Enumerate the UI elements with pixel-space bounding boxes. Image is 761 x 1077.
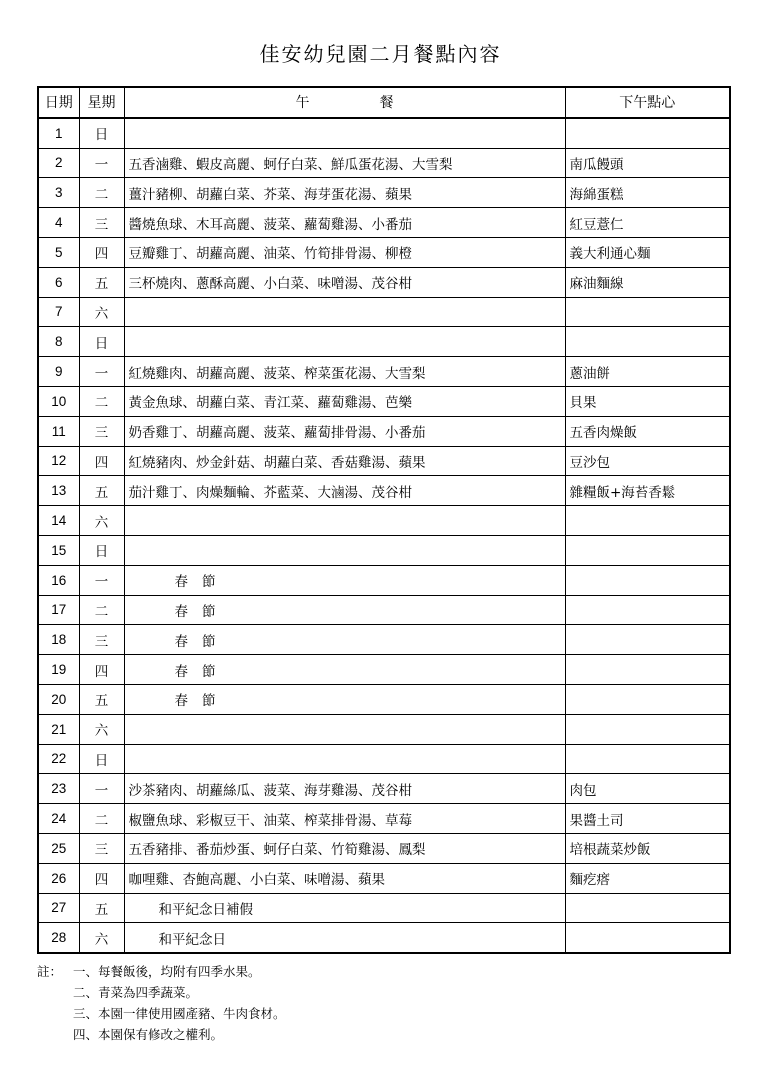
lunch-cell: 黃金魚球、胡蘿白菜、青江菜、蘿蔔雞湯、芭樂 [124, 386, 565, 416]
weekday-cell: 一 [79, 774, 124, 804]
weekday-cell: 日 [79, 327, 124, 357]
snack-cell [565, 923, 730, 953]
weekday-cell: 六 [79, 297, 124, 327]
weekday-cell: 日 [79, 118, 124, 148]
lunch-cell: 沙茶豬肉、胡蘿絲瓜、菠菜、海芽雞湯、茂谷柑 [124, 774, 565, 804]
date-cell: 22 [38, 744, 79, 774]
lunch-cell: 和平紀念日補假 [124, 893, 565, 923]
snack-cell [565, 684, 730, 714]
lunch-cell [124, 297, 565, 327]
weekday-cell: 三 [79, 625, 124, 655]
header-date: 日期 [38, 87, 79, 118]
date-cell: 24 [38, 804, 79, 834]
lunch-cell [124, 506, 565, 536]
snack-cell [565, 744, 730, 774]
lunch-cell: 和平紀念日 [124, 923, 565, 953]
date-cell: 7 [38, 297, 79, 327]
weekday-cell: 五 [79, 476, 124, 506]
date-cell: 15 [38, 535, 79, 565]
header-snack: 下午點心 [565, 87, 730, 118]
table-header-row [38, 87, 730, 118]
table-row [38, 506, 730, 536]
lunch-cell: 春節 [124, 565, 565, 595]
date-cell: 21 [38, 714, 79, 744]
note-item: 三、本園一律使用國產豬、牛肉食材。 [73, 1006, 286, 1021]
lunch-cell [124, 744, 565, 774]
weekday-cell: 六 [79, 923, 124, 953]
date-cell: 17 [38, 595, 79, 625]
weekday-cell: 三 [79, 208, 124, 238]
snack-cell [565, 655, 730, 685]
snack-cell: 豆沙包 [565, 446, 730, 476]
snack-cell [565, 625, 730, 655]
note-item: 一、每餐飯後，均附有四季水果。 [73, 964, 261, 979]
date-cell: 3 [38, 178, 79, 208]
notes [37, 961, 286, 1045]
lunch-cell: 紅燒豬肉、炒金針菇、胡蘿白菜、香菇雞湯、蘋果 [124, 446, 565, 476]
date-cell: 19 [38, 655, 79, 685]
lunch-cell: 醬燒魚球、木耳高麗、菠菜、蘿蔔雞湯、小番茄 [124, 208, 565, 238]
table-row [38, 774, 730, 804]
date-cell: 12 [38, 446, 79, 476]
snack-cell: 麵疙瘩 [565, 863, 730, 893]
snack-cell [565, 506, 730, 536]
snack-cell: 五香肉燥飯 [565, 416, 730, 446]
lunch-cell [124, 535, 565, 565]
date-cell: 13 [38, 476, 79, 506]
table-row [38, 327, 730, 357]
weekday-cell: 日 [79, 744, 124, 774]
table-row [38, 863, 730, 893]
lunch-cell [124, 327, 565, 357]
date-cell: 10 [38, 386, 79, 416]
snack-cell: 貝果 [565, 386, 730, 416]
snack-cell: 雜糧飯+海苔香鬆 [565, 476, 730, 506]
table-row [38, 684, 730, 714]
table-row [38, 625, 730, 655]
table-row [38, 118, 730, 148]
weekday-cell: 一 [79, 148, 124, 178]
snack-cell: 南瓜饅頭 [565, 148, 730, 178]
table-row [38, 237, 730, 267]
lunch-cell: 春節 [124, 684, 565, 714]
weekday-cell: 五 [79, 267, 124, 297]
snack-cell: 海綿蛋糕 [565, 178, 730, 208]
table-row [38, 357, 730, 387]
table-row [38, 744, 730, 774]
table-row [38, 893, 730, 923]
weekday-cell: 四 [79, 655, 124, 685]
table-row [38, 208, 730, 238]
snack-cell: 果醬土司 [565, 804, 730, 834]
notes-label: 註： [37, 964, 63, 979]
lunch-cell: 五香豬排、番茄炒蛋、蚵仔白菜、竹筍雞湯、鳳梨 [124, 833, 565, 863]
lunch-cell [124, 714, 565, 744]
snack-cell [565, 535, 730, 565]
table-row [38, 833, 730, 863]
header-weekday: 星期 [79, 87, 124, 118]
lunch-cell: 椒鹽魚球、彩椒豆干、油菜、榨菜排骨湯、草莓 [124, 804, 565, 834]
snack-cell [565, 327, 730, 357]
snack-cell: 蔥油餅 [565, 357, 730, 387]
date-cell: 11 [38, 416, 79, 446]
table-row [38, 714, 730, 744]
table-row [38, 535, 730, 565]
lunch-cell: 豆瓣雞丁、胡蘿高麗、油菜、竹筍排骨湯、柳橙 [124, 237, 565, 267]
snack-cell: 麻油麵線 [565, 267, 730, 297]
lunch-cell: 紅燒雞肉、胡蘿高麗、菠菜、榨菜蛋花湯、大雪梨 [124, 357, 565, 387]
date-cell: 26 [38, 863, 79, 893]
weekday-cell: 二 [79, 386, 124, 416]
date-cell: 6 [38, 267, 79, 297]
date-cell: 5 [38, 237, 79, 267]
table-row [38, 386, 730, 416]
table-row [38, 476, 730, 506]
note-item: 二、青菜為四季蔬菜。 [73, 985, 199, 1000]
lunch-cell: 春節 [124, 655, 565, 685]
lunch-cell: 春節 [124, 595, 565, 625]
table-row [38, 923, 730, 953]
weekday-cell: 六 [79, 506, 124, 536]
snack-cell [565, 893, 730, 923]
lunch-cell [124, 118, 565, 148]
weekday-cell: 二 [79, 595, 124, 625]
weekday-cell: 二 [79, 804, 124, 834]
table-row [38, 416, 730, 446]
date-cell: 4 [38, 208, 79, 238]
snack-cell [565, 595, 730, 625]
table-row [38, 148, 730, 178]
table-row [38, 565, 730, 595]
date-cell: 28 [38, 923, 79, 953]
note-item: 四、本園保有修改之權利。 [73, 1027, 224, 1042]
table-row [38, 655, 730, 685]
lunch-cell: 茄汁雞丁、肉燥麵輪、芥藍菜、大滷湯、茂谷柑 [124, 476, 565, 506]
page-title: 佳安幼兒園二月餐點內容 [259, 42, 502, 66]
date-cell: 23 [38, 774, 79, 804]
date-cell: 16 [38, 565, 79, 595]
table-row [38, 297, 730, 327]
lunch-cell: 春節 [124, 625, 565, 655]
meal-table [37, 86, 731, 954]
lunch-cell: 三杯燒肉、蔥酥高麗、小白菜、味噌湯、茂谷柑 [124, 267, 565, 297]
date-cell: 18 [38, 625, 79, 655]
snack-cell: 紅豆薏仁 [565, 208, 730, 238]
table-row [38, 178, 730, 208]
weekday-cell: 四 [79, 237, 124, 267]
table-row [38, 804, 730, 834]
weekday-cell: 一 [79, 357, 124, 387]
snack-cell: 義大利通心麵 [565, 237, 730, 267]
weekday-cell: 五 [79, 893, 124, 923]
lunch-cell: 薑汁豬柳、胡蘿白菜、芥菜、海芽蛋花湯、蘋果 [124, 178, 565, 208]
lunch-cell: 咖哩雞、杏鮑高麗、小白菜、味噌湯、蘋果 [124, 863, 565, 893]
date-cell: 25 [38, 833, 79, 863]
lunch-cell: 奶香雞丁、胡蘿高麗、菠菜、蘿蔔排骨湯、小番茄 [124, 416, 565, 446]
weekday-cell: 四 [79, 446, 124, 476]
weekday-cell: 五 [79, 684, 124, 714]
header-lunch: 午 餐 [124, 87, 565, 118]
lunch-cell: 五香滷雞、蝦皮高麗、蚵仔白菜、鮮瓜蛋花湯、大雪梨 [124, 148, 565, 178]
date-cell: 27 [38, 893, 79, 923]
weekday-cell: 日 [79, 535, 124, 565]
snack-cell: 培根蔬菜炒飯 [565, 833, 730, 863]
table-row [38, 446, 730, 476]
weekday-cell: 三 [79, 416, 124, 446]
weekday-cell: 四 [79, 863, 124, 893]
snack-cell: 肉包 [565, 774, 730, 804]
table-row [38, 267, 730, 297]
snack-cell [565, 565, 730, 595]
weekday-cell: 六 [79, 714, 124, 744]
snack-cell [565, 297, 730, 327]
date-cell: 20 [38, 684, 79, 714]
snack-cell [565, 714, 730, 744]
table-row [38, 595, 730, 625]
weekday-cell: 二 [79, 178, 124, 208]
weekday-cell: 三 [79, 833, 124, 863]
date-cell: 1 [38, 118, 79, 148]
weekday-cell: 一 [79, 565, 124, 595]
date-cell: 9 [38, 357, 79, 387]
snack-cell [565, 118, 730, 148]
date-cell: 14 [38, 506, 79, 536]
date-cell: 2 [38, 148, 79, 178]
date-cell: 8 [38, 327, 79, 357]
